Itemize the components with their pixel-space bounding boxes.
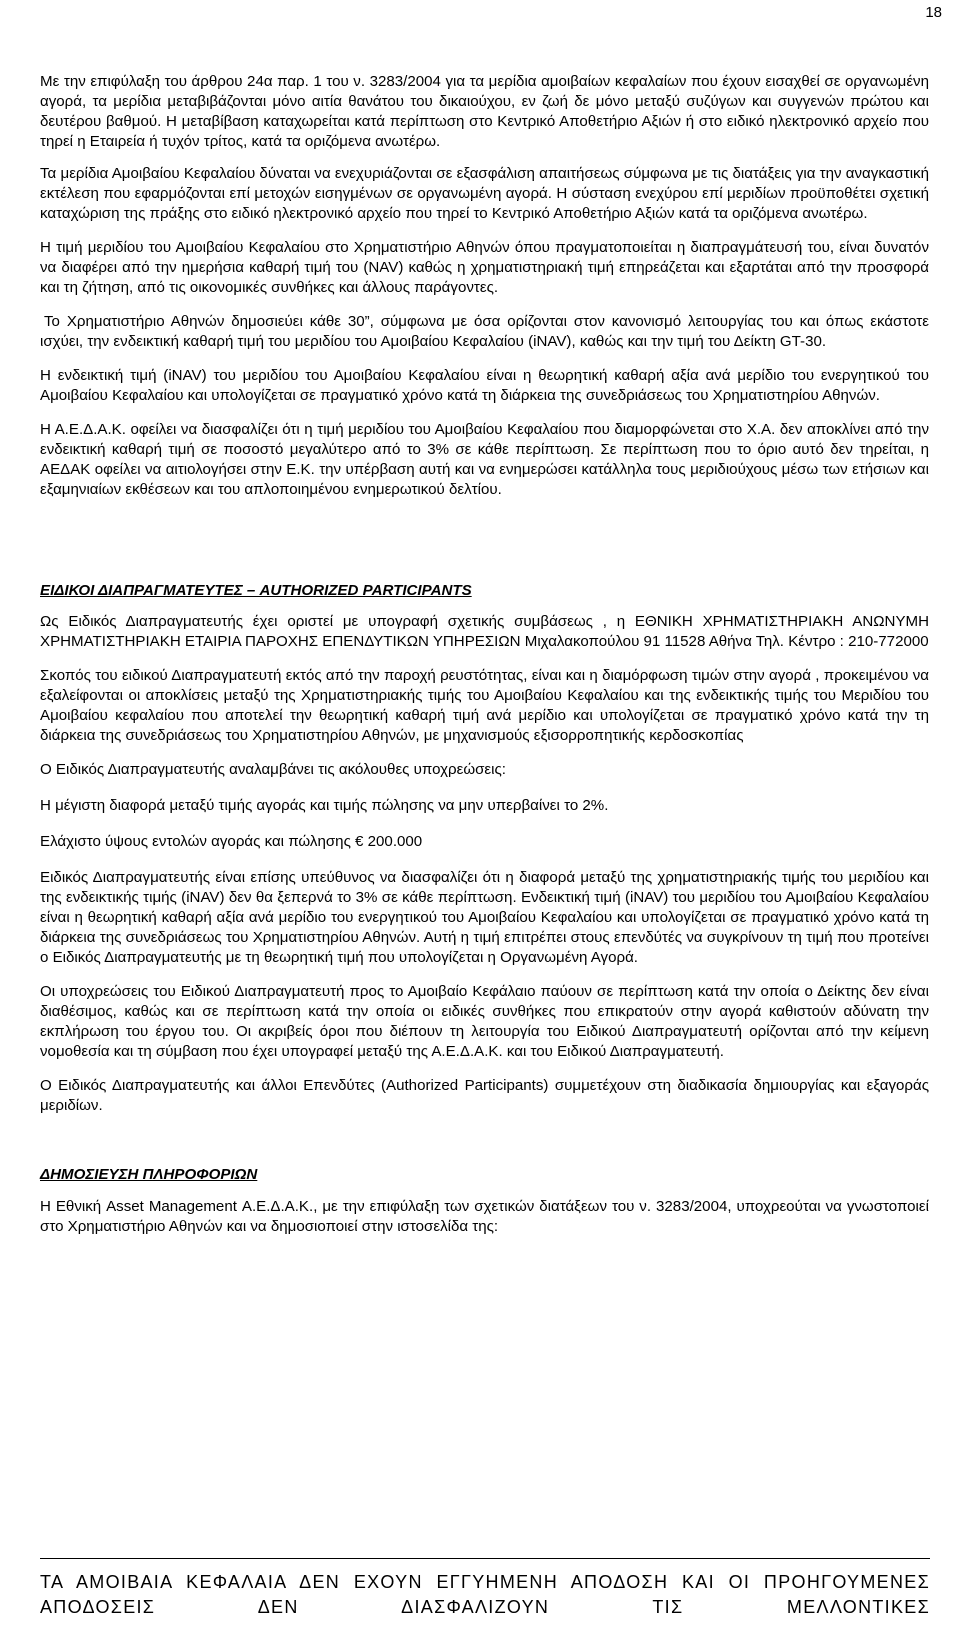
paragraph-market-maker-purpose: Σκοπός του ειδικού Διαπραγματευτή εκτός από την παροχή ρευστότητας, είναι και η διαμόρφωση τιμών στην αγορά , προκειμένου να εξαλείφονται οι αποκλίσεις μεταξύ της Χρηματιστηριακής τιμής του Αμοιβαίου Κεφαλαίου και της ενδεικτικής τιμής του Μεριδίου του Αμοιβαίου κεφαλαίου που αποτελεί την θεωρητική καθαρή τιμή ανά μερίδιο και υπολογίζεται σε πραγματικό χρόνο κατά την τη διάρκεια της συνεδριάσεως του Χρηματιστηρίου Αθηνών, με μηχανισμούς εξισορροπητικής κερδοσκοπίας — [40, 667, 929, 744]
footer-disclaimer: ΤΑ ΑΜΟΙΒΑΙΑ ΚΕΦΑΛΑΙΑ ΔΕΝ ΕΧΟΥΝ ΕΓΓΥΗΜΕΝΗ ΑΠΟΔΟΣΗ ΚΑΙ ΟΙ ΠΡΟΗΓΟΥΜΕΝΕΣ ΑΠΟΔΟΣΕΙΣ ΔΕΝ ΔΙΑΣΦΑΛΙΖΟΥΝ ΤΙΣ ΜΕΛΛΟΝΤΙΚΕΣ — [40, 1572, 930, 1617]
paragraph-pledge: Τα μερίδια Αμοιβαίου Κεφαλαίου δύναται να ενεχυριάζονται σε εξασφάλιση απαιτήσεως σύμφωνα με τις διατάξεις για την αναγκαστική εκτέλεση που εφαρμόζονται επί μετοχών εισηγμένων σε οργανωμένη αγορά. Η σύσταση ενεχύρου επί μεριδίων προϋποθέτει σχετική καταχώριση της πράξης στο ειδικό ηλεκτρονικό αρχείο που τηρεί το Κεντρικό Αποθετήριο Αξιών κατά τα οριζόμενα ανωτέρω. — [40, 165, 929, 222]
paragraph-market-maker: Ως Ειδικός Διαπραγματευτής έχει οριστεί με υπογραφή σχετικής συμβάσεως , η ΕΘΝΙΚΗ ΧΡΗΜΑΤΙΣΤΗΡΙΑΚΗ ΑΝΩΝΥΜΗ ΧΡΗΜΑΤΙΣΤΗΡΙΑΚΗ ΕΤΑΙΡΙΑ ΠΑΡΟΧΗΣ ΕΠΕΝΔΥΤΙΚΩΝ ΥΠΗΡΕΣΙΩΝ Μιχαλακοπούλου 91 11528 Αθήνα Τηλ. Κέντρο : 210-772000 — [40, 613, 929, 650]
document-body — [40, 72, 929, 1251]
footer-divider — [40, 1558, 930, 1559]
paragraph-obligations-intro: Ο Ειδικός Διαπραγματευτής αναλαμβάνει τις ακόλουθες υποχρεώσεις: — [40, 761, 506, 778]
section-authorized-participants — [40, 582, 929, 1116]
paragraph-obligations-cease: Οι υποχρεώσεις του Ειδικού Διαπραγματευτή προς το Αμοιβαίο Κεφάλαιο παύουν σε περίπτωση κατά την οποία ο Δείκτης δεν είναι διαθέσιμος, καθώς και σε περίπτωση κατά την οποία οι ειδικές συνθήκες που επικρατούν στην αγορά καθιστούν αδύνατη την εκπλήρωση του έργου του. Οι ακριβείς όροι που διέπουν τη λειτουργία του Ειδικού Διαπραγματευτή ορίζονται από την κείμενη νομοθεσία και τη σύμβαση που έχει υπογραφεί μεταξύ της Α.Ε.Δ.Α.Κ. και του Ειδικού Διαπραγματευτή. — [40, 983, 929, 1060]
paragraph-deviation-limit: Ειδικός Διαπραγματευτής είναι επίσης υπεύθυνος να διασφαλίζει ότι η διαφορά μεταξύ της χρηματιστηριακής τιμής του μεριδίου και της ενδεικτικής τιμής (iNAV) δεν θα ξεπερνά το 3% σε κάθε περίπτωση. Ενδεικτική τιμή (iNAV) του μεριδίου του Αμοιβαίου Κεφαλαίου είναι η θεωρητική καθαρή αξία ανά μερίδιο του ενεργητικού του Αμοιβαίου Κεφαλαίου και υπολογίζεται σε πραγματικό χρόνο κατά τη διάρκεια της συνεδριάσεως του Χρηματιστηρίου Αθηνών. Αυτή η τιμή επιτρέπει στους επενδύτές να συγκρίνουν τη τιμή που προτείνει ο Ειδικός Διαπραγματευτής με τη θεωρητική τιμή που υπολογίζεται η Οργανωμένη Αγορά. — [40, 869, 929, 966]
paragraph-inav-definition: Η ενδεικτική τιμή (iNAV) του μεριδίου του Αμοιβαίου Κεφαλαίου είναι η θεωρητική καθαρή αξία ανά μερίδιο του ενεργητικού του Αμοιβαίου Κεφαλαίου και υπολογίζεται σε πραγματικό χρόνο κατά τη διάρκεια της συνεδριάσεως του Χρηματιστηρίου Αθηνών. — [40, 367, 929, 404]
page-number: 18 — [925, 4, 942, 21]
paragraph-publication: Η Εθνική Asset Management Α.Ε.Δ.Α.Κ., με την επιφύλαξη των σχετικών διατάξεων του ν. 3283/2004, υποχρεούται να γνωστοποιεί στο Χρηματιστήριο Αθηνών και να δημοσιοποιεί στην ιστοσελίδα της: — [40, 1198, 929, 1235]
paragraph-max-spread: Η μέγιστη διαφορά μεταξύ τιμής αγοράς και τιμής πώλησης να μην υπερβαίνει το 2%. — [40, 797, 609, 814]
section-heading: ΔΗΜΟΣΙΕΥΣΗ ΠΛΗΡΟΦΟΡΙΩΝ — [40, 1166, 258, 1183]
paragraph-share-price: Η τιμή μεριδίου του Αμοιβαίου Κεφαλαίου στο Χρηματιστήριο Αθηνών όπου πραγματοποιείται η διαπραγμάτευσή του, είναι δυνατόν να διαφέρει από την ημερήσια καθαρή τιμή του (NAV) καθώς η χρηματιστηριακή τιμή επηρεάζεται και εξαρτάται από την προσφορά και τη ζήτηση, από τις οικονομικές συνθήκες και άλλους παράγοντες. — [40, 239, 929, 296]
paragraph-inav-publication: Το Χρηματιστήριο Αθηνών δημοσιεύει κάθε 30”, σύμφωνα με όσα ορίζονται στον κανονισμό λειτουργίας του και όπως εκάστοτε ισχύει, την ενδεικτική καθαρή τιμή του μεριδίου του Αμοιβαίου Κεφαλαίου (iNAV), καθώς και την τιμή του Δείκτη GT-30. — [40, 313, 929, 350]
paragraph-min-order: Ελάχιστο ύψους εντολών αγοράς και πώλησης € 200.000 — [40, 833, 423, 850]
paragraph-participants: Ο Ειδικός Διαπραγματευτής και άλλοι Επενδύτες (Authorized Participants) συμμετέχουν στη διαδικασία δημιουργίας και εξαγοράς μεριδίων. — [40, 1077, 929, 1114]
paragraph-deviation: Η Α.Ε.Δ.Α.Κ. οφείλει να διασφαλίζει ότι η τιμή μεριδίου του Αμοιβαίου Κεφαλαίου που διαμορφώνεται στο Χ.Α. δεν αποκλίνει από την ενδεικτική καθαρή τιμή σε ποσοστό μεγαλύτερο από το 3% σε κάθε περίπτωση. Σε περίπτωση που το όριο αυτό δεν τηρείται, η ΑΕΔΑΚ οφείλει να αιτιολογήσει στην Ε.Κ. την υπέρβαση αυτή και να ενημερώσει κατάλληλα τους μεριδιούχους μέσω των ετήσιων και εξαμηνιαίων εκθέσεων και του απλοποιημένου ενημερωτικού δελτίου. — [40, 421, 929, 498]
paragraph-transfer: Με την επιφύλαξη του άρθρου 24α παρ. 1 του ν. 3283/2004 για τα μερίδια αμοιβαίων κεφαλαίων που έχουν εισαχθεί σε οργανωμένη αγορά, τα μερίδια μεταβιβάζονται μόνο αιτία θανάτου του δικαιούχου, εν ζωή δε μόνο μεταξύ συζύγων και συγγενών πρώτου και δευτέρου βαθμού. Η μεταβίβαση καταχωρείται κατά περίπτωση στο Κεντρικό Αποθετήριο Αξιών ή στο ειδικό ηλεκτρονικό αρχείο που τηρεί η Εταιρεία ή τυχόν τρίτος, κατά τα οριζόμενα ανωτέρω. — [40, 73, 929, 150]
section-publication — [40, 1166, 929, 1237]
section-heading: ΕΙΔΙΚΟΙ ΔΙΑΠΡΑΓΜΑΤΕΥΤΕΣ – AUTHORIZED PARTICIPANTS — [40, 582, 472, 599]
